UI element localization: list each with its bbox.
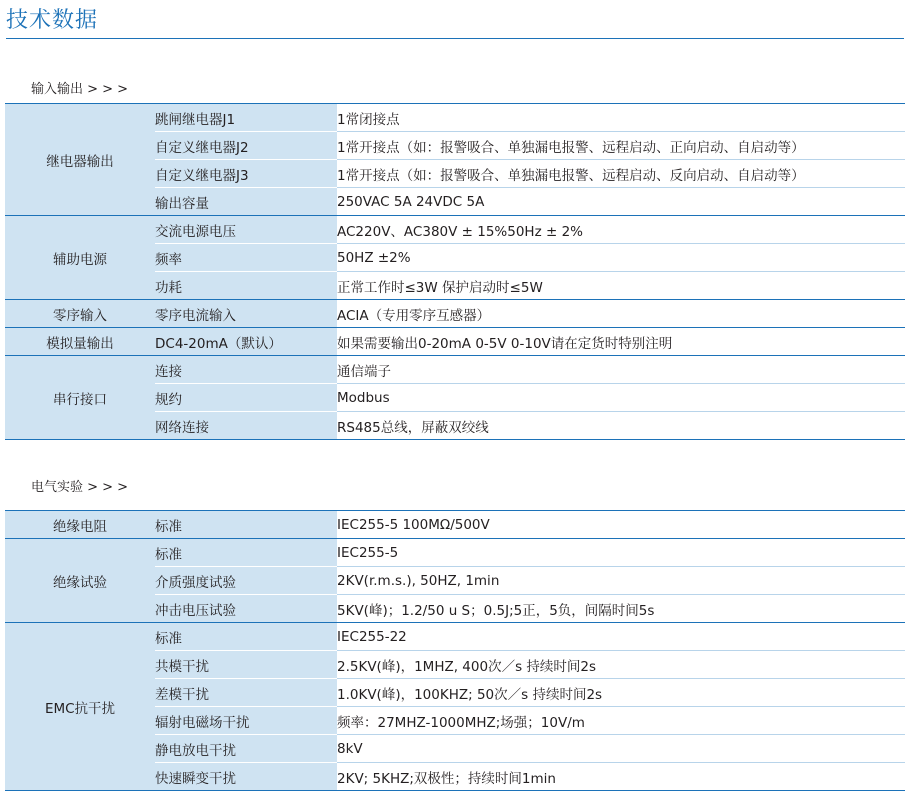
- group-label: 模拟量输出: [5, 328, 155, 356]
- spec-item: 标准: [155, 511, 337, 539]
- spec-value: 1常闭接点: [337, 104, 905, 132]
- spec-value: IEC255-5 100MΩ/500V: [337, 511, 905, 539]
- group-label: 绝缘电阻: [5, 511, 155, 539]
- spec-item: 连接: [155, 356, 337, 384]
- section-heading-io: 输入输出 > > >: [31, 82, 129, 97]
- spec-value: 如果需要输出0-20mA 0-5V 0-10V请在定货时特别注明: [337, 328, 905, 356]
- spec-value: 2.5KV(峰)，1MHZ, 400次／s 持续时间2s: [337, 651, 905, 679]
- group-label: 绝缘试验: [5, 539, 155, 623]
- spec-value: AC220V、AC380V ± 15%50Hz ± 2%: [337, 216, 905, 244]
- table-row: [5, 300, 905, 328]
- spec-value: 250VAC 5A 24VDC 5A: [337, 188, 905, 216]
- spec-item: 静电放电干扰: [155, 735, 337, 763]
- spec-value: 频率：27MHZ-1000MHZ;场强；10V/m: [337, 707, 905, 735]
- spec-item: 频率: [155, 244, 337, 272]
- spec-value: IEC255-22: [337, 623, 905, 651]
- spec-item: 介质强度试验: [155, 567, 337, 595]
- group-label: 继电器输出: [5, 104, 155, 216]
- section-heading-electrical: 电气实验 > > >: [31, 480, 129, 495]
- spec-value: ACIA（专用零序互感器）: [337, 300, 905, 328]
- spec-item: 自定义继电器J2: [155, 132, 337, 160]
- table-row: [5, 511, 905, 539]
- table-row: [5, 623, 905, 651]
- spec-value: 50HZ ±2%: [337, 244, 905, 272]
- spec-item: 标准: [155, 623, 337, 651]
- spec-item: 共模干扰: [155, 651, 337, 679]
- spec-item: 输出容量: [155, 188, 337, 216]
- page-title: 技术数据: [6, 8, 99, 33]
- spec-value: RS485总线，屏蔽双绞线: [337, 412, 905, 440]
- spec-value: 1常开接点（如：报警吸合、单独漏电报警、远程启动、正向启动、自启动等）: [337, 132, 905, 160]
- spec-value: Modbus: [337, 384, 905, 412]
- spec-item: 冲击电压试验: [155, 595, 337, 623]
- group-label: 辅助电源: [5, 216, 155, 300]
- spec-item: 自定义继电器J3: [155, 160, 337, 188]
- spec-item: 网络连接: [155, 412, 337, 440]
- spec-value: 1常开接点（如：报警吸合、单独漏电报警、远程启动、反向启动、自启动等）: [337, 160, 905, 188]
- spec-value: 2KV; 5KHZ;双极性；持续时间1min: [337, 763, 905, 791]
- table-row: [5, 356, 905, 384]
- spec-item: 功耗: [155, 272, 337, 300]
- spec-item: 标准: [155, 539, 337, 567]
- spec-item: 跳闸继电器J1: [155, 104, 337, 132]
- group-label: 零序输入: [5, 300, 155, 328]
- spec-item: DC4-20mA（默认）: [155, 328, 337, 356]
- spec-value: 通信端子: [337, 356, 905, 384]
- spec-value: 正常工作时≤3W 保护启动时≤5W: [337, 272, 905, 300]
- spec-item: 交流电源电压: [155, 216, 337, 244]
- spec-value: 5KV(峰)；1.2/50 u S；0.5J;5正，5负，间隔时间5s: [337, 595, 905, 623]
- group-label: EMC抗干扰: [5, 623, 155, 791]
- table-row: [5, 539, 905, 567]
- spec-item: 规约: [155, 384, 337, 412]
- spec-value: 2KV(r.m.s.), 50HZ, 1min: [337, 567, 905, 595]
- io-spec-table: [5, 103, 905, 440]
- spec-item: 差模干扰: [155, 679, 337, 707]
- title-divider: [6, 38, 904, 39]
- spec-value: 1.0KV(峰)，100KHZ; 50次／s 持续时间2s: [337, 679, 905, 707]
- spec-value: 8kV: [337, 735, 905, 763]
- table-row: [5, 328, 905, 356]
- spec-item: 快速瞬变干扰: [155, 763, 337, 791]
- group-label: 串行接口: [5, 356, 155, 440]
- table-row: [5, 104, 905, 132]
- spec-value: IEC255-5: [337, 539, 905, 567]
- spec-item: 零序电流输入: [155, 300, 337, 328]
- spec-item: 辐射电磁场干扰: [155, 707, 337, 735]
- table-row: [5, 216, 905, 244]
- electrical-test-table: [5, 510, 905, 791]
